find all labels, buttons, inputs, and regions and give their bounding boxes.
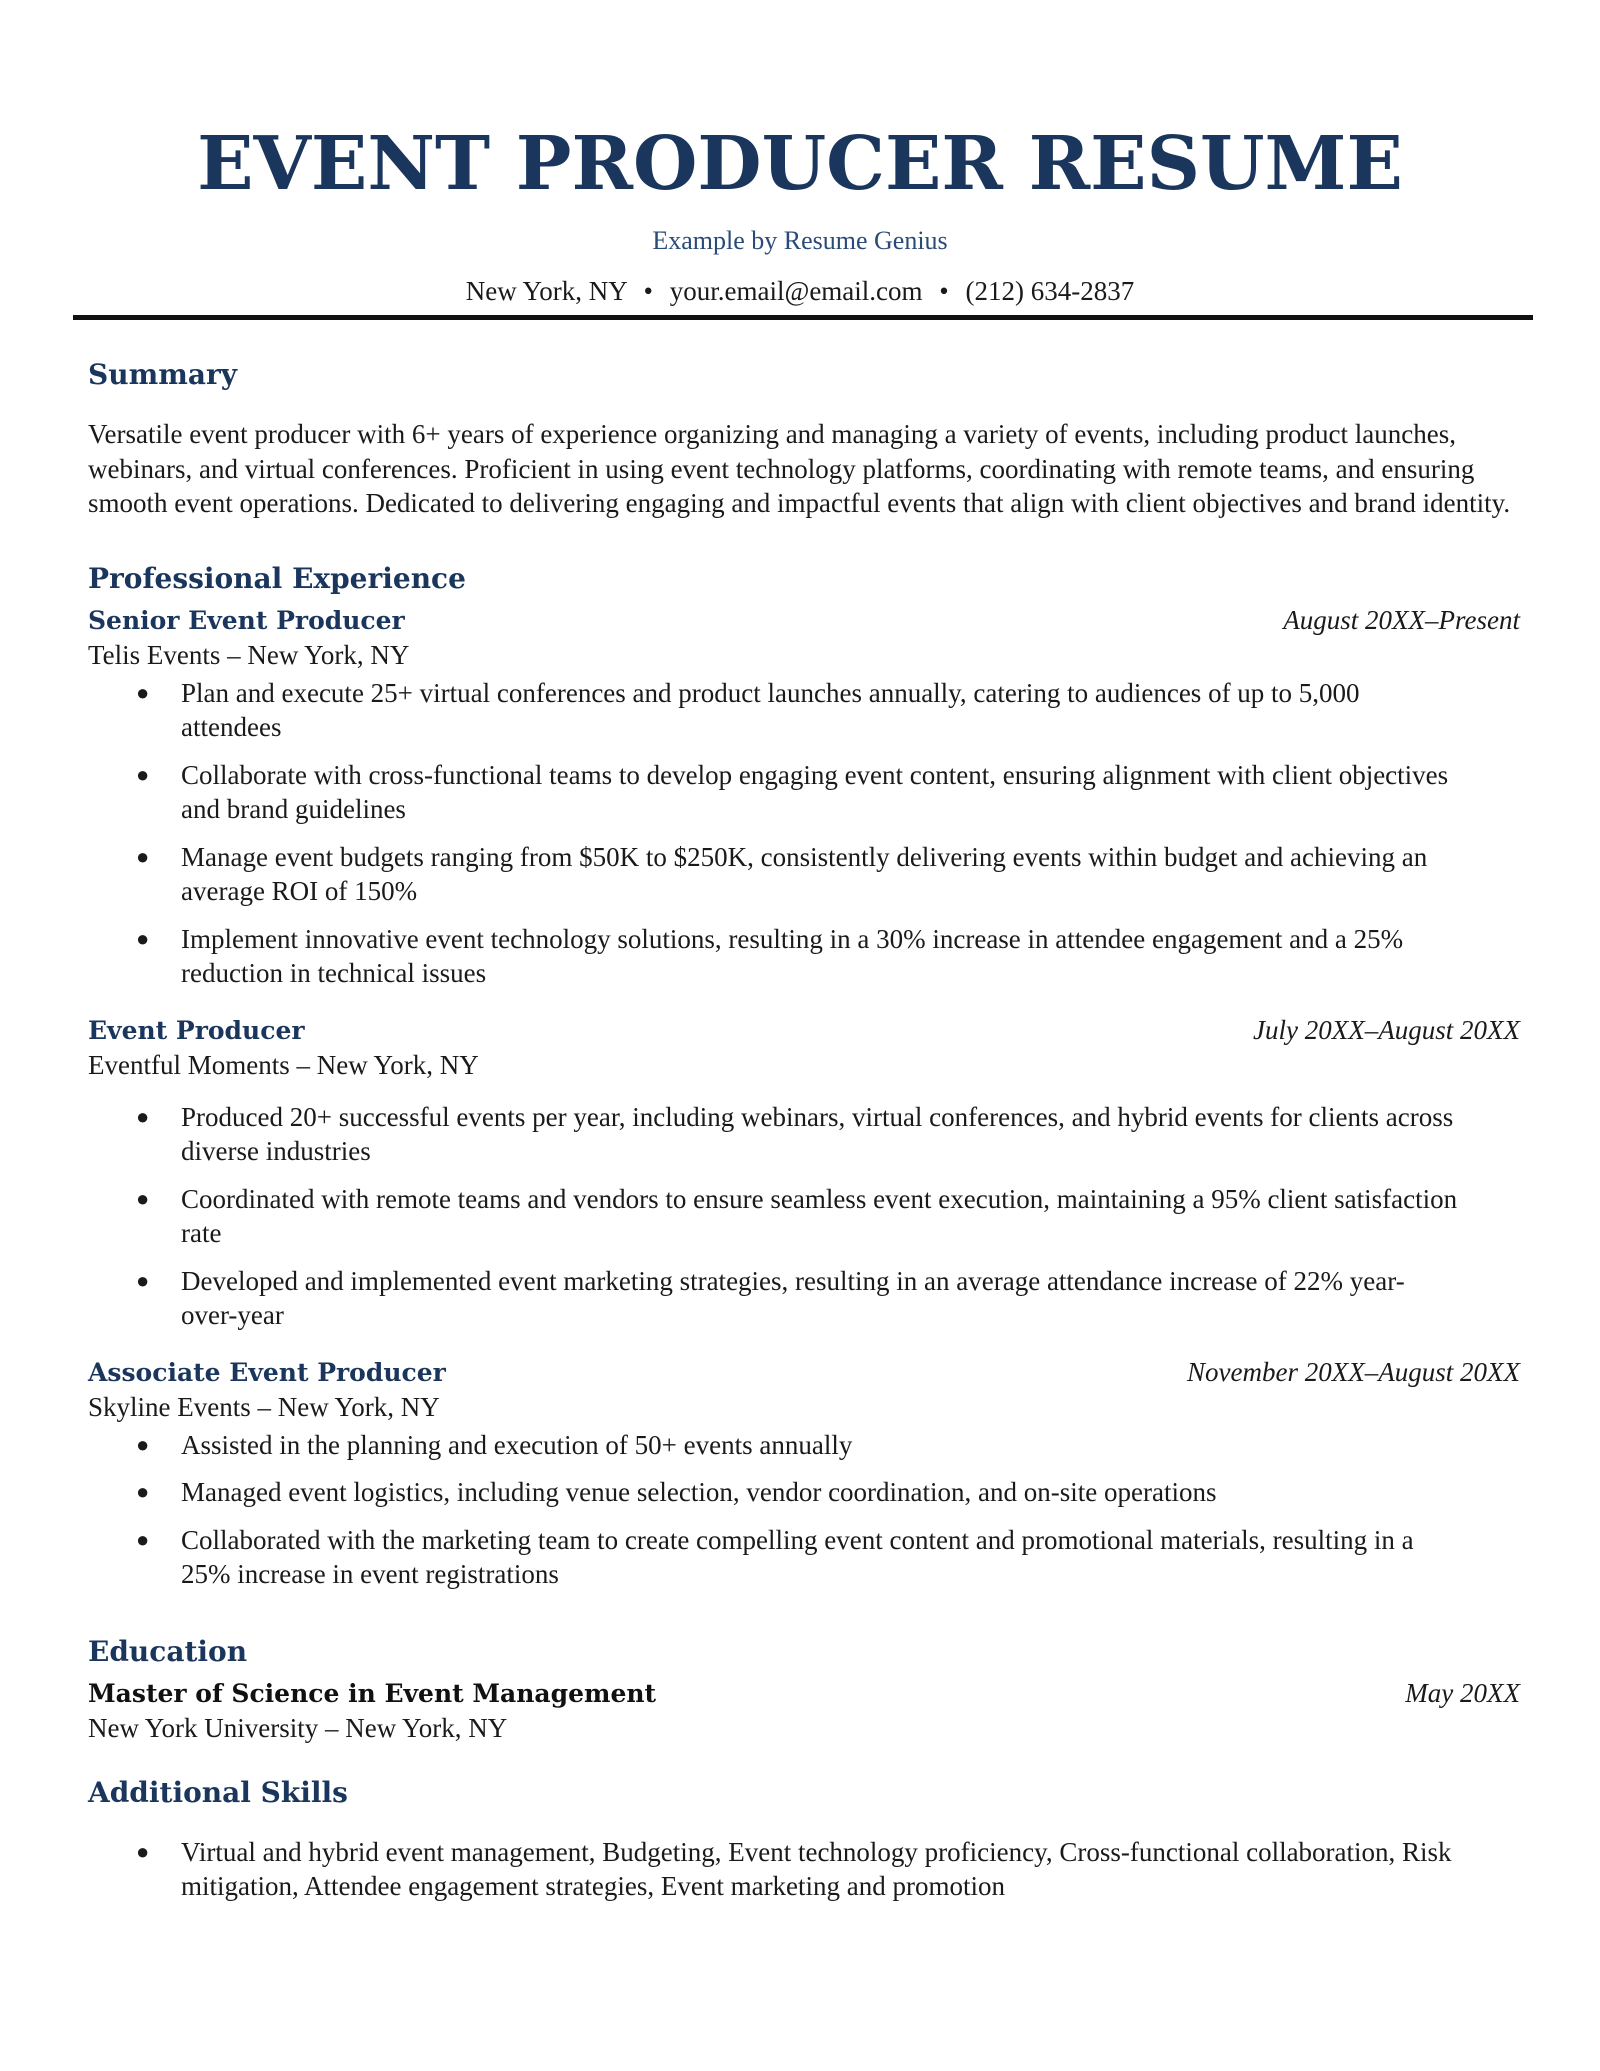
job-title: Event Producer xyxy=(88,1015,305,1045)
job-title: Associate Event Producer xyxy=(88,1357,446,1387)
contact-line xyxy=(0,275,1600,307)
list-item xyxy=(88,1475,1461,1510)
bullet-icon: ● xyxy=(136,1267,150,1293)
bullet-text: Developed and implemented event marketing strategies, resulting in an average attendance increase of 22% year-over-year xyxy=(181,1265,1405,1330)
bullet-icon: ● xyxy=(136,1185,150,1211)
bullet-icon: ● xyxy=(136,1838,150,1864)
job-entry xyxy=(88,1355,1520,1592)
experience-heading: Professional Experience xyxy=(88,561,466,595)
bullet-icon: ● xyxy=(136,1479,150,1504)
job-company: Telis Events – New York, NY xyxy=(88,639,410,670)
page-title: EVENT PRODUCER RESUME xyxy=(197,121,1403,207)
list-item xyxy=(88,1428,1461,1463)
bullet-text: Assisted in the planning and execution of 50+ events annually xyxy=(181,1429,853,1460)
bullet-text: Implement innovative event technology solutions, resulting in a 30% increase in attendee engagement and a 25% reduction in technical issues xyxy=(181,923,1404,988)
summary-section xyxy=(88,355,1520,521)
job-entry xyxy=(88,603,1520,991)
education-heading: Education xyxy=(88,1634,248,1668)
job-dates: November 20XX–August 20XX xyxy=(1187,1356,1520,1387)
list-item xyxy=(88,922,1461,991)
job-company: Eventful Moments – New York, NY xyxy=(88,1049,479,1080)
job-dates: July 20XX–August 20XX xyxy=(1253,1014,1520,1045)
experience-section xyxy=(88,559,1520,1592)
job-title: Senior Event Producer xyxy=(88,605,405,635)
contact-phone: (212) 634-2837 xyxy=(965,276,1135,306)
list-item xyxy=(88,1835,1461,1904)
job-entry-head xyxy=(88,1355,1520,1390)
bullet-icon: ● xyxy=(136,1431,150,1457)
bullet-text: Manage event budgets ranging from $50K to $250K, consistently delivering events within budget and achieving an average ROI of 150% xyxy=(181,841,1428,906)
education-school: New York University – New York, NY xyxy=(88,1712,508,1743)
bullet-text: Coordinated with remote teams and vendors to ensure seamless event execution, maintaining a 95% client satisfaction rate xyxy=(181,1183,1458,1248)
job-entry-head xyxy=(88,603,1520,638)
bullet-icon: ● xyxy=(136,679,150,705)
bullet-icon: ● xyxy=(136,761,150,787)
contact-email[interactable]: your.email@email.com xyxy=(669,276,923,306)
job-entry-head xyxy=(88,1013,1520,1048)
contact-location: New York, NY xyxy=(465,276,627,306)
list-item xyxy=(88,1523,1461,1592)
job-dates: August 20XX–Present xyxy=(1283,604,1520,635)
education-section xyxy=(88,1632,1520,1745)
summary-text: Versatile event producer with 6+ years of experience organizing and managing a variety of events, including product launches, webinars, and virtual conferences. Proficient in using event technology platforms, coordinating with remote teams, and ensuring smooth event operations. Dedicated to delivering engaging and impactful events that align with client objectives and brand identity. xyxy=(88,419,1511,518)
bullet-text: Collaborate with cross-functional teams to develop engaging event content, ensuring alignment with client objectives and brand guidelines xyxy=(181,759,1449,824)
job-bullets xyxy=(88,1100,1520,1333)
resume-body xyxy=(88,355,1520,1904)
contact-separator: • xyxy=(939,276,949,306)
job-company: Skyline Events – New York, NY xyxy=(88,1391,440,1422)
skills-section xyxy=(88,1773,1520,1904)
job-bullets xyxy=(88,676,1520,991)
bullet-text: Managed event logistics, including venue selection, vendor coordination, and on-site operations xyxy=(181,1477,1217,1507)
list-item xyxy=(88,1100,1461,1169)
list-item xyxy=(88,1264,1461,1333)
subtitle: Example by Resume Genius xyxy=(652,226,948,255)
education-date: May 20XX xyxy=(1405,1677,1520,1708)
education-degree: Master of Science in Event Management xyxy=(88,1678,657,1708)
bullet-icon: ● xyxy=(136,1526,150,1552)
bullet-icon: ● xyxy=(136,925,150,951)
list-item xyxy=(88,676,1461,745)
skills-heading: Additional Skills xyxy=(88,1775,348,1809)
summary-heading: Summary xyxy=(88,358,237,391)
list-item xyxy=(88,758,1461,827)
job-bullets xyxy=(88,1428,1520,1592)
skills-list xyxy=(88,1835,1520,1904)
education-entry-head xyxy=(88,1676,1520,1711)
list-item xyxy=(88,1182,1461,1251)
bullet-icon: ● xyxy=(136,1103,150,1129)
contact-separator: • xyxy=(643,276,653,306)
jobs-list xyxy=(88,603,1520,1592)
resume-header xyxy=(0,120,1600,307)
skills-text: Virtual and hybrid event management, Budgeting, Event technology proficiency, Cross-functional collaboration, Risk mitigation, Attendee engagement strategies, Event marketing and promotion xyxy=(181,1836,1452,1901)
bullet-text: Collaborated with the marketing team to create compelling event content and promotional materials, resulting in a 25% increase in event registrations xyxy=(181,1524,1414,1589)
bullet-icon: ● xyxy=(136,843,150,869)
bullet-text: Produced 20+ successful events per year, including webinars, virtual conferences, and hybrid events for clients across diverse industries xyxy=(181,1101,1454,1166)
job-entry xyxy=(88,1013,1520,1333)
header-divider xyxy=(73,315,1533,320)
list-item xyxy=(88,840,1461,909)
bullet-text: Plan and execute 25+ virtual conferences and product launches annually, catering to audiences of up to 5,000 attendees xyxy=(181,677,1360,742)
